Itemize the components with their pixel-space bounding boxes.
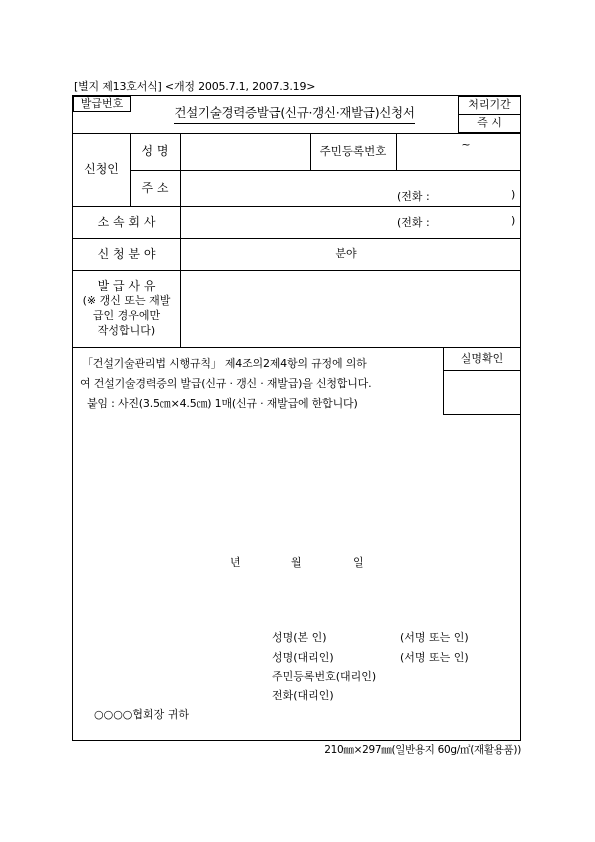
- rrn-separator: ~: [461, 138, 471, 151]
- issue-number-label: 발급번호: [80, 96, 124, 110]
- reason-label-line1: 발 급 사 유: [97, 279, 156, 294]
- company-phone-close: ): [511, 214, 516, 227]
- identity-check-label: 실명확인: [460, 351, 504, 365]
- address-field[interactable]: [181, 171, 521, 206]
- rrn-field[interactable]: [397, 134, 521, 154]
- agent-phone-label: 전화(대리인): [272, 689, 334, 702]
- agent-signature-note[interactable]: (서명 또는 인): [400, 651, 469, 664]
- name-label: 성 명: [141, 144, 169, 159]
- processing-period-value: 즉 시: [477, 115, 502, 129]
- applicant-signature-label: 성명(본 인): [272, 631, 327, 644]
- processing-period-label: 처리기간: [468, 97, 511, 111]
- reason-label: [73, 270, 180, 347]
- rrn-label: 주민등록번호: [319, 143, 387, 158]
- field-label: 신 청 분 야: [97, 246, 156, 261]
- company-label: 소 속 회 사: [97, 214, 156, 229]
- reason-field[interactable]: [181, 271, 521, 347]
- name-field[interactable]: [181, 134, 310, 170]
- form-title-text: 건설기술경력증발급(신규·갱신·재발급)신청서: [174, 105, 414, 124]
- reason-label-line4: 작성합니다): [97, 324, 156, 338]
- applicant-signature-note[interactable]: (서명 또는 인): [400, 631, 469, 644]
- address-phone: (전화 :: [397, 190, 430, 203]
- form-number-note: [별지 제13호서식] <개정 2005.7.1, 2007.3.19>: [74, 80, 316, 93]
- field-input[interactable]: [181, 239, 521, 270]
- date-month: 월: [291, 556, 302, 569]
- company-field[interactable]: [181, 207, 521, 238]
- field-suffix: 분야: [335, 247, 357, 261]
- recipient: ○○○○협회장 귀하: [94, 708, 190, 721]
- statement-line-2: 여 건설기술경력증의 발급(신규 · 갱신 · 재발급)을 신청합니다.: [80, 377, 372, 390]
- paper-spec-note: 210㎜×297㎜(일반용지 60g/㎡(재활용품)): [324, 744, 521, 756]
- address-phone-close: ): [511, 188, 516, 201]
- reason-label-line2: (※ 갱신 또는 재발: [82, 294, 171, 308]
- statement-line-3: 붙임 : 사진(3.5㎝×4.5㎝) 1매(신규 · 재발급에 한합니다): [87, 397, 358, 410]
- agent-signature-label: 성명(대리인): [272, 651, 334, 664]
- identity-check-field[interactable]: [444, 371, 521, 414]
- form-title: [131, 96, 458, 133]
- address-label: 주 소: [141, 180, 169, 195]
- date-day: 일: [353, 556, 364, 569]
- date-year: 년: [230, 556, 241, 569]
- statement-line-1: 「건설기술관리법 시행규칙」 제4조의2제4항의 규정에 의하: [82, 357, 367, 370]
- company-phone: (전화 :: [397, 216, 430, 229]
- applicant-label: 신청인: [84, 162, 119, 177]
- agent-rrn-label: 주민등록번호(대리인): [272, 670, 377, 683]
- reason-label-line3: 급인 경우에만: [92, 309, 161, 323]
